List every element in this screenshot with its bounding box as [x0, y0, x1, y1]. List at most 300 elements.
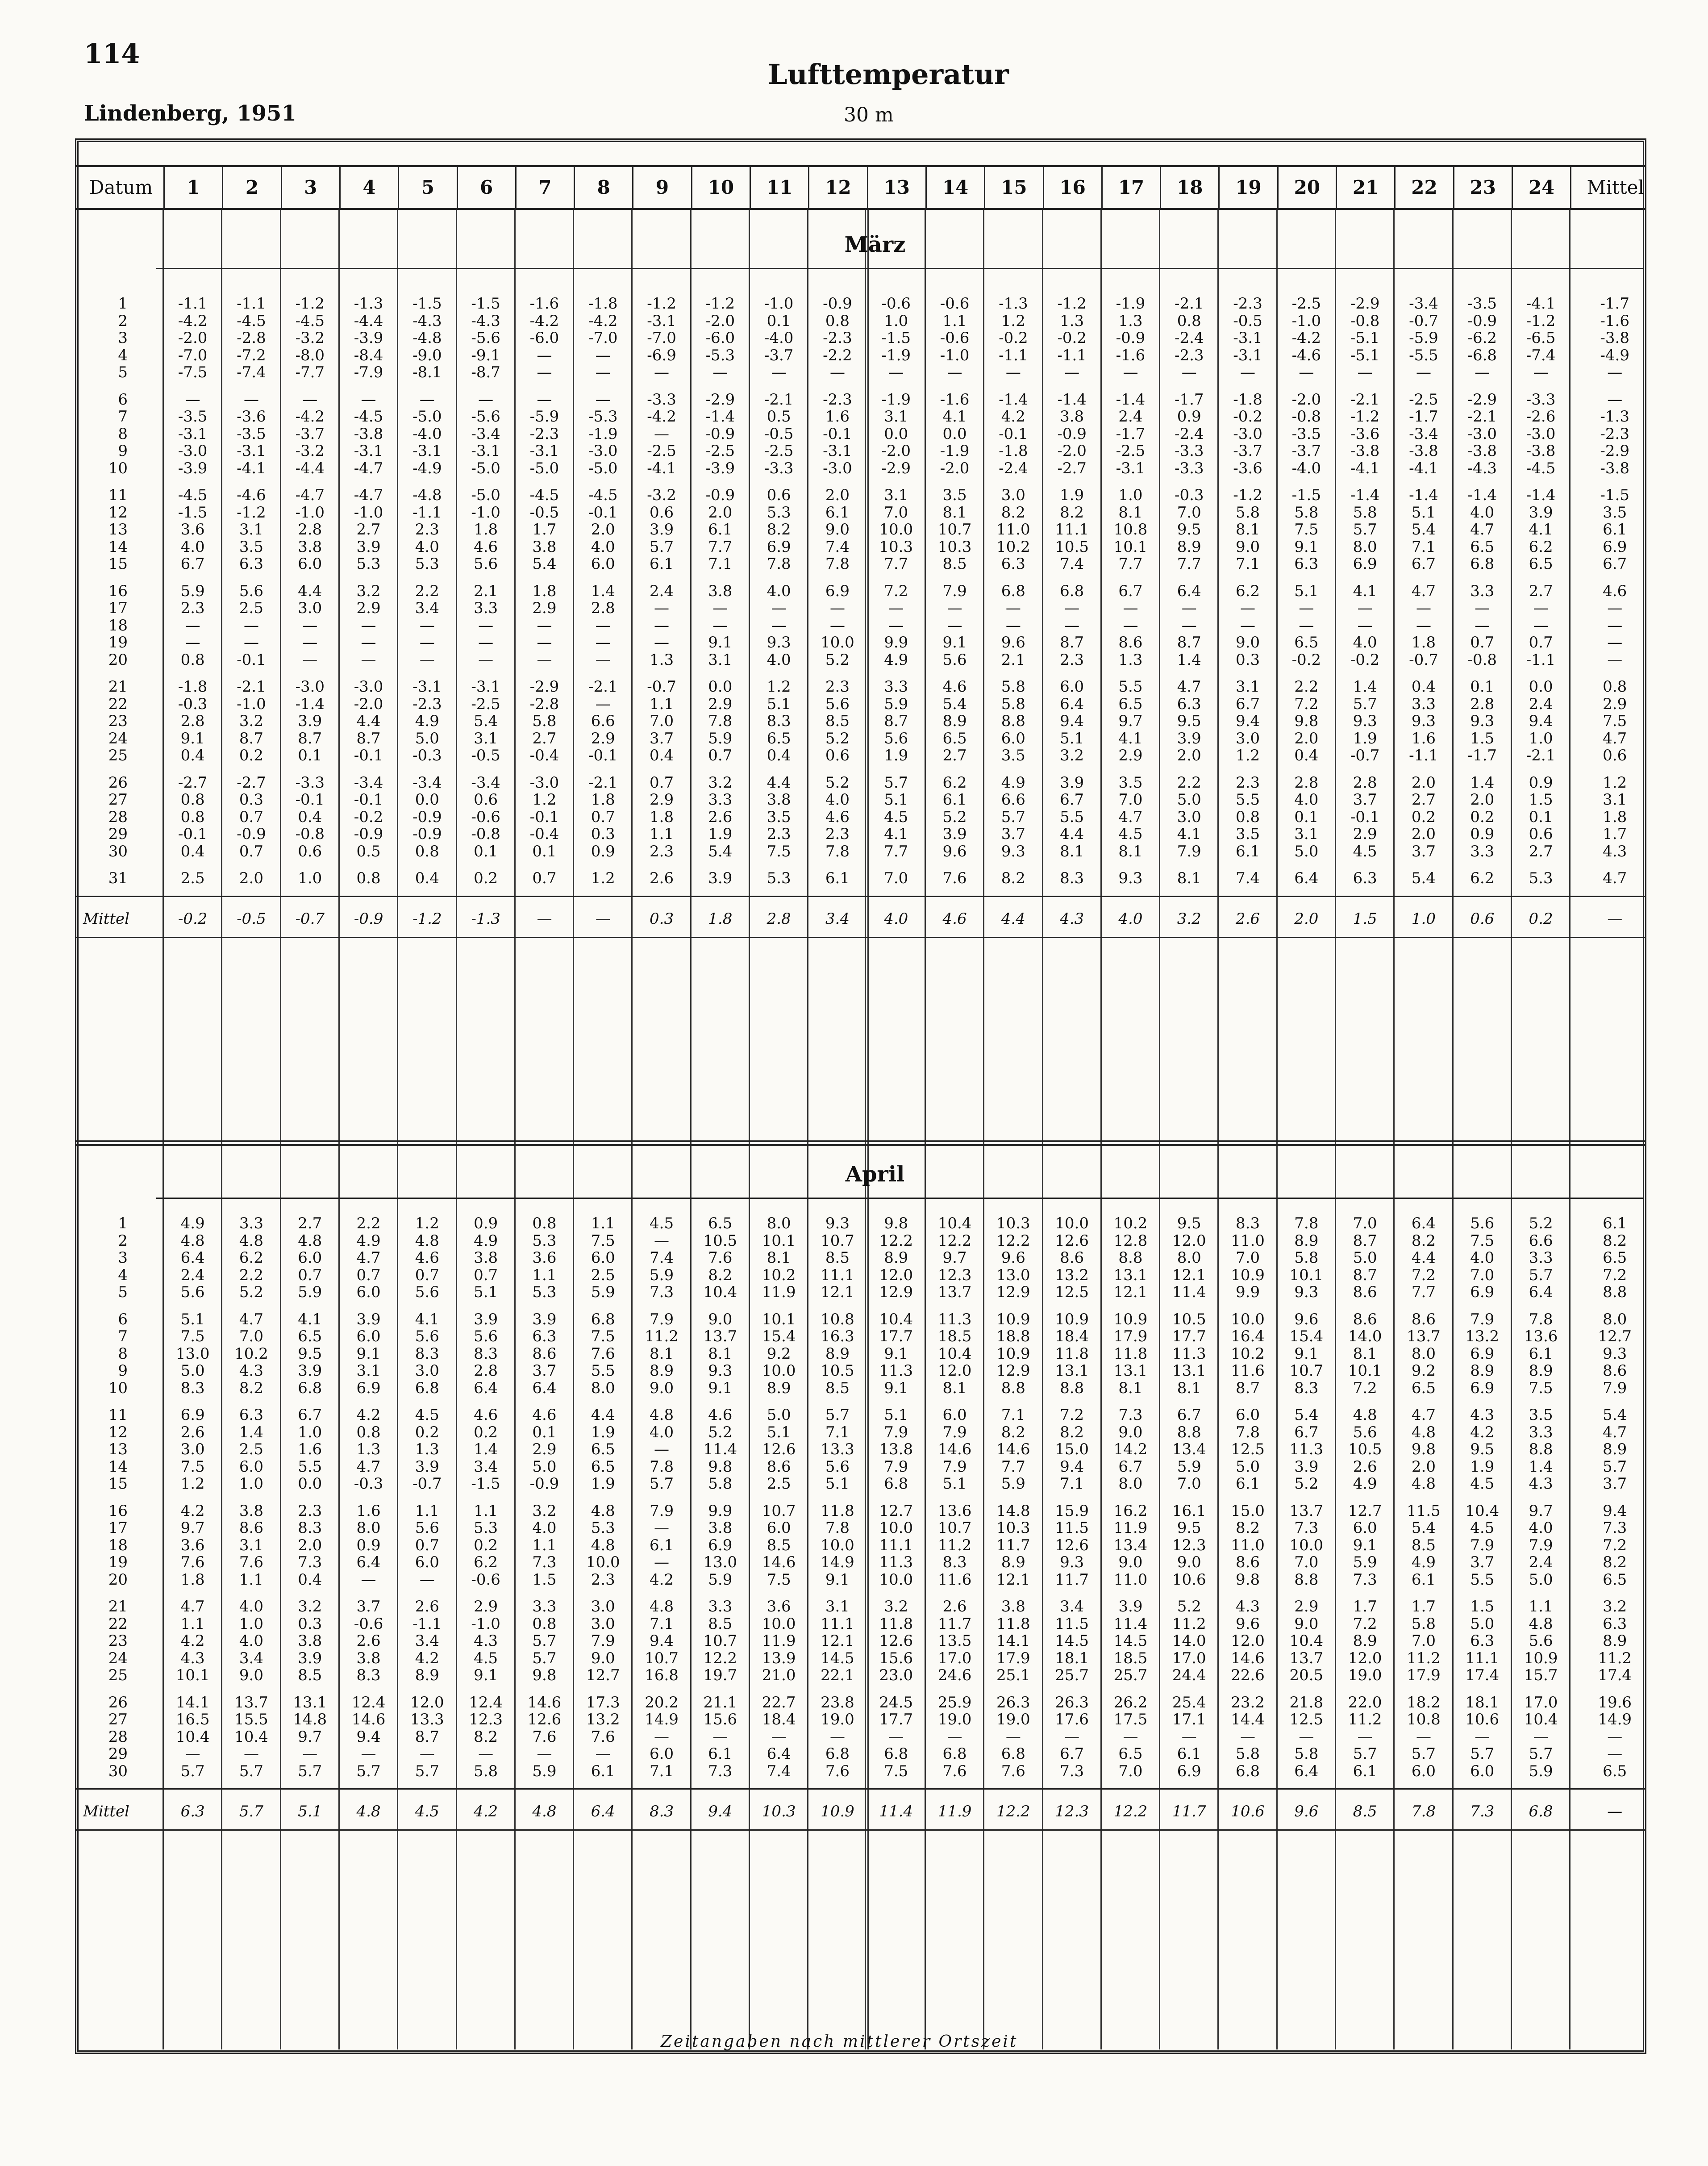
temperature-value: 7.6 — [1001, 1762, 1025, 1780]
temperature-value: 23.8 — [821, 1693, 854, 1711]
temperature-value: 7.9 — [650, 1310, 674, 1328]
temperature-value: 5.0 — [180, 1362, 205, 1380]
temperature-value: -0.9 — [1467, 312, 1497, 330]
temperature-value: 7.9 — [591, 1632, 615, 1650]
temperature-value: — — [537, 390, 552, 409]
temperature-value: -1.2 — [705, 295, 735, 313]
temperature-value: -0.2 — [1233, 408, 1262, 426]
temperature-value: 8.3 — [767, 712, 791, 730]
header-hour: 5 — [398, 167, 456, 208]
temperature-value: 1.2 — [415, 1214, 439, 1232]
temperature-value: 3.6 — [532, 1249, 557, 1267]
temperature-value: 5.0 — [1177, 791, 1201, 809]
temperature-value: 4.4 — [298, 582, 322, 600]
day-label: 20 — [108, 651, 128, 669]
temperature-value: 2.6 — [415, 1598, 439, 1615]
temperature-value: 1.2 — [1236, 747, 1260, 764]
mean-value: -0.7 — [295, 910, 325, 928]
temperature-value: -1.7 — [1116, 425, 1146, 443]
temperature-value: -0.4 — [529, 747, 559, 764]
temperature-value: -3.9 — [705, 459, 735, 477]
temperature-value: 7.0 — [884, 869, 908, 887]
mean-row-rule — [75, 896, 1646, 897]
header-hour: 12 — [808, 167, 866, 208]
temperature-value: -1.1 — [1409, 747, 1438, 764]
temperature-value: -0.9 — [705, 425, 735, 443]
temperature-value: -0.5 — [529, 503, 559, 522]
temperature-value: 4.6 — [708, 1406, 733, 1424]
temperature-value: 13.3 — [821, 1440, 854, 1458]
temperature-value: 2.8 — [1294, 773, 1319, 792]
temperature-value: 12.3 — [469, 1711, 503, 1728]
temperature-value: — — [1240, 1728, 1256, 1746]
temperature-value: 22.0 — [1348, 1693, 1382, 1711]
temperature-value: 1.9 — [1470, 1457, 1495, 1476]
temperature-value: 5.8 — [1294, 1745, 1319, 1763]
temperature-value: 15.7 — [1524, 1666, 1558, 1684]
temperature-value: 17.7 — [879, 1327, 913, 1345]
temperature-value: 7.0 — [239, 1327, 263, 1345]
temperature-value: 1.1 — [415, 1502, 439, 1520]
temperature-value: 8.2 — [1001, 503, 1025, 522]
mean-value: — — [1607, 910, 1623, 928]
temperature-value: 0.2 — [239, 747, 263, 764]
temperature-value: -5.0 — [412, 408, 442, 426]
temperature-value: 6.0 — [1411, 1762, 1436, 1780]
temperature-value: 1.1 — [474, 1502, 498, 1520]
temperature-value: 4.9 — [1001, 773, 1025, 792]
temperature-value: 1.4 — [474, 1440, 498, 1458]
temperature-value: 2.8 — [180, 712, 205, 730]
temperature-value: 0.2 — [474, 869, 498, 887]
temperature-value: — — [829, 363, 845, 381]
temperature-value: 6.0 — [1470, 1762, 1495, 1780]
temperature-value: 12.6 — [1055, 1536, 1089, 1554]
temperature-value: 3.8 — [298, 1632, 322, 1650]
temperature-value: 6.9 — [356, 1379, 381, 1397]
temperature-value: — — [771, 599, 787, 617]
temperature-value: 12.1 — [821, 1283, 854, 1301]
temperature-value: -0.5 — [1233, 312, 1262, 330]
mean-value: — — [1607, 1803, 1623, 1820]
temperature-value: 6.1 — [1603, 1214, 1627, 1232]
temperature-value: 15.0 — [1055, 1440, 1089, 1458]
temperature-value: -4.8 — [412, 486, 442, 504]
temperature-value: 0.3 — [591, 825, 615, 843]
temperature-value: 8.1 — [767, 1249, 791, 1267]
temperature-value: -4.3 — [1467, 459, 1497, 477]
temperature-value: -3.4 — [471, 425, 500, 443]
temperature-value: 9.3 — [1118, 869, 1143, 887]
temperature-value: 8.1 — [1060, 842, 1084, 860]
temperature-value: 6.8 — [1001, 582, 1025, 600]
temperature-value: 0.0 — [1529, 678, 1553, 696]
temperature-value: -7.2 — [237, 346, 266, 364]
day-label: 9 — [118, 1362, 128, 1380]
temperature-value: -3.0 — [178, 442, 208, 460]
temperature-value: -9.0 — [412, 346, 442, 364]
day-label: 2 — [118, 1231, 128, 1250]
temperature-value: 5.0 — [1470, 1615, 1495, 1633]
temperature-value: 16.3 — [821, 1327, 854, 1345]
temperature-value: -2.9 — [1600, 442, 1629, 460]
temperature-value: 5.6 — [1529, 1632, 1553, 1650]
temperature-value: -4.5 — [237, 312, 266, 330]
temperature-value: -0.2 — [1057, 329, 1087, 347]
temperature-value: 5.1 — [180, 1310, 205, 1328]
temperature-value: -4.1 — [1409, 459, 1438, 477]
temperature-value: 10.4 — [1289, 1632, 1324, 1650]
temperature-value: -2.4 — [1174, 329, 1204, 347]
temperature-value: 2.5 — [239, 1440, 263, 1458]
temperature-value: 18.1 — [1465, 1693, 1500, 1711]
temperature-value: 7.5 — [591, 1231, 615, 1250]
day-label: 18 — [108, 1536, 128, 1554]
temperature-value: 9.6 — [1294, 1310, 1319, 1328]
temperature-value: -1.7 — [1600, 295, 1629, 313]
day-label: 28 — [108, 1728, 128, 1746]
day-label: 15 — [108, 1475, 128, 1493]
temperature-value: 2.3 — [298, 1502, 322, 1520]
temperature-value: — — [419, 1570, 435, 1589]
day-label: 7 — [118, 408, 128, 426]
temperature-value: 7.9 — [942, 582, 967, 600]
temperature-value: 25.7 — [1055, 1666, 1089, 1684]
temperature-value: — — [595, 390, 611, 409]
temperature-value: -3.0 — [1467, 425, 1497, 443]
temperature-value: -4.2 — [178, 312, 208, 330]
temperature-value: 3.9 — [532, 1310, 557, 1328]
temperature-value: 5.5 — [1236, 791, 1260, 809]
temperature-value: 2.2 — [1294, 678, 1319, 696]
temperature-value: 1.8 — [1411, 634, 1436, 651]
temperature-value: 3.3 — [1529, 1423, 1553, 1441]
temperature-value: — — [1181, 363, 1197, 381]
temperature-value: 17.5 — [1113, 1711, 1148, 1728]
temperature-value: 6.1 — [1236, 842, 1260, 860]
temperature-value: 3.5 — [1118, 773, 1143, 792]
temperature-value: — — [595, 363, 611, 381]
temperature-value: 10.9 — [1524, 1649, 1558, 1667]
temperature-value: 1.5 — [1470, 729, 1495, 747]
temperature-value: 9.7 — [298, 1728, 322, 1746]
temperature-value: 10.4 — [703, 1283, 737, 1301]
temperature-value: -3.1 — [471, 678, 500, 696]
temperature-value: 0.2 — [474, 1536, 498, 1554]
temperature-value: 5.7 — [884, 773, 908, 792]
temperature-value: -0.1 — [823, 425, 852, 443]
temperature-value: 0.1 — [474, 842, 498, 860]
temperature-value: -2.8 — [237, 329, 266, 347]
temperature-value: 6.2 — [239, 1249, 263, 1267]
temperature-value: 2.0 — [825, 486, 850, 504]
temperature-value: 0.4 — [1411, 678, 1436, 696]
mean-value: 2.8 — [767, 910, 791, 928]
temperature-value: 4.5 — [884, 808, 908, 826]
temperature-value: 7.3 — [1118, 1406, 1143, 1424]
temperature-value: 0.1 — [1529, 808, 1553, 826]
temperature-value: 7.3 — [650, 1283, 674, 1301]
temperature-value: — — [654, 1519, 670, 1537]
temperature-value: 11.3 — [1289, 1440, 1324, 1458]
temperature-value: -3.8 — [1600, 459, 1629, 477]
temperature-value: 5.0 — [1294, 842, 1319, 860]
temperature-value: 11.2 — [645, 1327, 679, 1345]
temperature-value: — — [712, 1728, 728, 1746]
temperature-value: 7.3 — [1603, 1519, 1627, 1537]
temperature-value: 4.4 — [767, 773, 791, 792]
temperature-value: 4.3 — [474, 1632, 498, 1650]
temperature-value: 12.4 — [351, 1693, 386, 1711]
header-mittel: Mittel — [1570, 167, 1659, 208]
temperature-value: 6.9 — [1470, 1344, 1495, 1363]
temperature-value: 2.3 — [825, 825, 850, 843]
temperature-value: 10.6 — [1172, 1570, 1206, 1589]
temperature-value: 0.1 — [767, 312, 791, 330]
temperature-value: 8.7 — [1353, 1231, 1377, 1250]
temperature-value: 6.9 — [1353, 555, 1377, 573]
temperature-value: -1.5 — [881, 329, 911, 347]
temperature-value: — — [1181, 616, 1197, 634]
temperature-value: 10.3 — [996, 1214, 1030, 1232]
temperature-value: 3.1 — [1294, 825, 1319, 843]
temperature-value: -1.7 — [1174, 390, 1204, 409]
temperature-value: 1.0 — [1118, 486, 1143, 504]
temperature-value: 9.5 — [1177, 712, 1201, 730]
temperature-value: -4.0 — [1291, 459, 1321, 477]
temperature-value: -4.0 — [764, 329, 794, 347]
temperature-value: 11.5 — [1055, 1615, 1089, 1633]
temperature-value: 6.4 — [1529, 1283, 1553, 1301]
temperature-value: -0.1 — [237, 651, 266, 669]
temperature-value: 5.6 — [474, 555, 498, 573]
temperature-value: 6.1 — [591, 1762, 615, 1780]
temperature-value: -3.4 — [471, 773, 500, 792]
temperature-value: -3.5 — [178, 408, 208, 426]
temperature-value: 1.0 — [298, 869, 322, 887]
temperature-value: 21.0 — [762, 1666, 796, 1684]
temperature-value: 9.0 — [1177, 1553, 1201, 1571]
day-label: 26 — [108, 1693, 128, 1711]
temperature-value: — — [243, 634, 259, 651]
temperature-value: 19.0 — [996, 1711, 1030, 1728]
temperature-value: 2.3 — [1236, 773, 1260, 792]
temperature-value: -0.9 — [1116, 329, 1146, 347]
temperature-value: -1.9 — [1116, 295, 1146, 313]
temperature-value: — — [302, 634, 318, 651]
temperature-value: 9.0 — [591, 1649, 615, 1667]
temperature-value: 24.6 — [937, 1666, 972, 1684]
temperature-value: 9.8 — [1236, 1570, 1260, 1589]
temperature-value: 4.1 — [1353, 582, 1377, 600]
temperature-value: 8.3 — [474, 1344, 498, 1363]
temperature-value: 0.8 — [825, 312, 850, 330]
temperature-value: 4.8 — [1353, 1406, 1377, 1424]
temperature-value: 6.1 — [1236, 1475, 1260, 1493]
temperature-value: 8.6 — [1118, 634, 1143, 651]
temperature-value: 4.0 — [532, 1519, 557, 1537]
temperature-value: -3.1 — [647, 312, 676, 330]
mean-row-label: Mittel — [83, 1803, 130, 1820]
temperature-value: 0.2 — [474, 1423, 498, 1441]
temperature-value: 10.0 — [879, 521, 913, 538]
temperature-value: 7.0 — [650, 712, 674, 730]
temperature-value: 5.8 — [1236, 503, 1260, 522]
temperature-value: 10.1 — [175, 1666, 210, 1684]
temperature-value: -2.4 — [999, 459, 1028, 477]
temperature-value: 4.7 — [356, 1249, 381, 1267]
mean-value: 0.6 — [1470, 910, 1495, 928]
day-label: 21 — [108, 678, 128, 696]
temperature-value: 0.8 — [415, 842, 439, 860]
temperature-value: -8.1 — [412, 363, 442, 381]
temperature-value: 8.3 — [1236, 1214, 1260, 1232]
temperature-value: 4.0 — [650, 1423, 674, 1441]
temperature-value: -1.8 — [1233, 390, 1262, 409]
temperature-value: 6.8 — [942, 1745, 967, 1763]
temperature-value: 5.8 — [1236, 1745, 1260, 1763]
temperature-value: 6.4 — [180, 1249, 205, 1267]
temperature-value: 3.9 — [474, 1310, 498, 1328]
temperature-value: 4.4 — [1060, 825, 1084, 843]
temperature-value: 10.5 — [1055, 538, 1089, 556]
temperature-value: -0.8 — [295, 825, 325, 843]
temperature-value: -4.5 — [178, 486, 208, 504]
temperature-value: 4.3 — [1236, 1598, 1260, 1615]
temperature-value: 13.7 — [1289, 1502, 1324, 1520]
temperature-value: -4.1 — [1526, 295, 1556, 313]
temperature-value: 5.7 — [1470, 1745, 1495, 1763]
temperature-value: — — [1475, 616, 1490, 634]
temperature-value: 4.7 — [180, 1598, 205, 1615]
temperature-value: -3.1 — [178, 425, 208, 443]
temperature-value: 1.9 — [1060, 486, 1084, 504]
temperature-value: 2.0 — [1411, 1457, 1436, 1476]
temperature-value: 3.8 — [1001, 1598, 1025, 1615]
temperature-value: 9.9 — [1236, 1283, 1260, 1301]
temperature-value: 8.7 — [239, 729, 263, 747]
temperature-value: -0.6 — [940, 329, 970, 347]
temperature-value: 12.9 — [996, 1362, 1030, 1380]
temperature-value: 7.4 — [767, 1762, 791, 1780]
temperature-value: 10.1 — [762, 1231, 796, 1250]
temperature-value: 5.6 — [415, 1283, 439, 1301]
temperature-value: 4.1 — [1529, 521, 1553, 538]
temperature-value: 11.2 — [1598, 1649, 1632, 1667]
temperature-value: 17.9 — [1407, 1666, 1441, 1684]
temperature-value: 5.3 — [1529, 869, 1553, 887]
temperature-value: 10.9 — [996, 1310, 1030, 1328]
temperature-value: -5.6 — [471, 408, 500, 426]
temperature-value: 2.3 — [591, 1570, 615, 1589]
temperature-value: -3.1 — [1233, 329, 1262, 347]
temperature-value: 21.8 — [1289, 1693, 1324, 1711]
temperature-value: -4.1 — [237, 459, 266, 477]
temperature-value: 8.7 — [298, 729, 322, 747]
temperature-value: 10.4 — [937, 1344, 972, 1363]
temperature-value: 14.5 — [821, 1649, 854, 1667]
temperature-value: -8.4 — [354, 346, 383, 364]
temperature-value: 3.9 — [650, 521, 674, 538]
temperature-value: 0.5 — [356, 842, 381, 860]
temperature-value: 0.9 — [591, 842, 615, 860]
temperature-value: 3.3 — [708, 791, 733, 809]
month-title: April — [845, 1162, 905, 1187]
temperature-value: -2.5 — [647, 442, 676, 460]
temperature-value: 4.2 — [180, 1502, 205, 1520]
temperature-value: 8.9 — [415, 1666, 439, 1684]
temperature-value: 6.0 — [650, 1745, 674, 1763]
temperature-value: 23.0 — [879, 1666, 913, 1684]
temperature-value: 5.4 — [532, 555, 557, 573]
temperature-value: 8.8 — [1118, 1249, 1143, 1267]
temperature-value: — — [595, 634, 611, 651]
temperature-value: 8.7 — [1060, 634, 1084, 651]
temperature-value: 8.0 — [591, 1379, 615, 1397]
mean-value: -1.2 — [412, 910, 442, 928]
temperature-value: -4.3 — [471, 312, 500, 330]
temperature-value: 10.9 — [1231, 1266, 1265, 1284]
day-label: 14 — [108, 1457, 128, 1476]
temperature-value: 8.7 — [1177, 634, 1201, 651]
temperature-value: -3.2 — [295, 329, 325, 347]
temperature-value: -3.5 — [237, 425, 266, 443]
temperature-value: 5.5 — [298, 1457, 322, 1476]
temperature-value: 12.9 — [996, 1283, 1030, 1301]
temperature-value: 6.4 — [1294, 869, 1319, 887]
temperature-value: 7.9 — [884, 1423, 908, 1441]
temperature-value: 7.3 — [298, 1553, 322, 1571]
temperature-value: — — [185, 1745, 200, 1763]
temperature-value: 8.2 — [1236, 1519, 1260, 1537]
header-hour: 1 — [163, 167, 222, 208]
temperature-value: -3.7 — [1233, 442, 1262, 460]
temperature-value: 1.4 — [239, 1423, 263, 1441]
temperature-value: 13.7 — [1289, 1649, 1324, 1667]
temperature-value: 18.1 — [1055, 1649, 1089, 1667]
temperature-value: 3.1 — [884, 408, 908, 426]
temperature-value: -0.9 — [705, 486, 735, 504]
temperature-value: 3.7 — [1470, 1553, 1495, 1571]
temperature-value: — — [595, 695, 611, 713]
temperature-value: 6.5 — [591, 1457, 615, 1476]
temperature-value: 8.9 — [1294, 1231, 1319, 1250]
temperature-value: 16.2 — [1113, 1502, 1148, 1520]
temperature-value: 2.0 — [1470, 791, 1495, 809]
temperature-value: -4.8 — [412, 329, 442, 347]
temperature-value: — — [537, 634, 552, 651]
temperature-value: 7.5 — [591, 1327, 615, 1345]
temperature-value: — — [361, 1570, 376, 1589]
temperature-value: 4.0 — [180, 538, 205, 556]
temperature-value: -0.2 — [999, 329, 1028, 347]
temperature-value: 7.5 — [180, 1457, 205, 1476]
temperature-value: 0.6 — [1603, 747, 1627, 764]
temperature-value: 8.6 — [1603, 1362, 1627, 1380]
temperature-value: 10.0 — [762, 1615, 796, 1633]
temperature-value: 6.0 — [298, 555, 322, 573]
temperature-value: 4.9 — [474, 1231, 498, 1250]
temperature-value: 0.4 — [650, 747, 674, 764]
temperature-value: — — [1607, 599, 1623, 617]
temperature-value: 2.9 — [532, 599, 557, 617]
temperature-value: 10.0 — [821, 634, 854, 651]
temperature-value: 24.5 — [879, 1693, 913, 1711]
temperature-value: 3.7 — [1411, 842, 1436, 860]
temperature-value: 9.1 — [708, 634, 733, 651]
temperature-value: 10.8 — [1407, 1711, 1441, 1728]
temperature-value: — — [1416, 1728, 1431, 1746]
